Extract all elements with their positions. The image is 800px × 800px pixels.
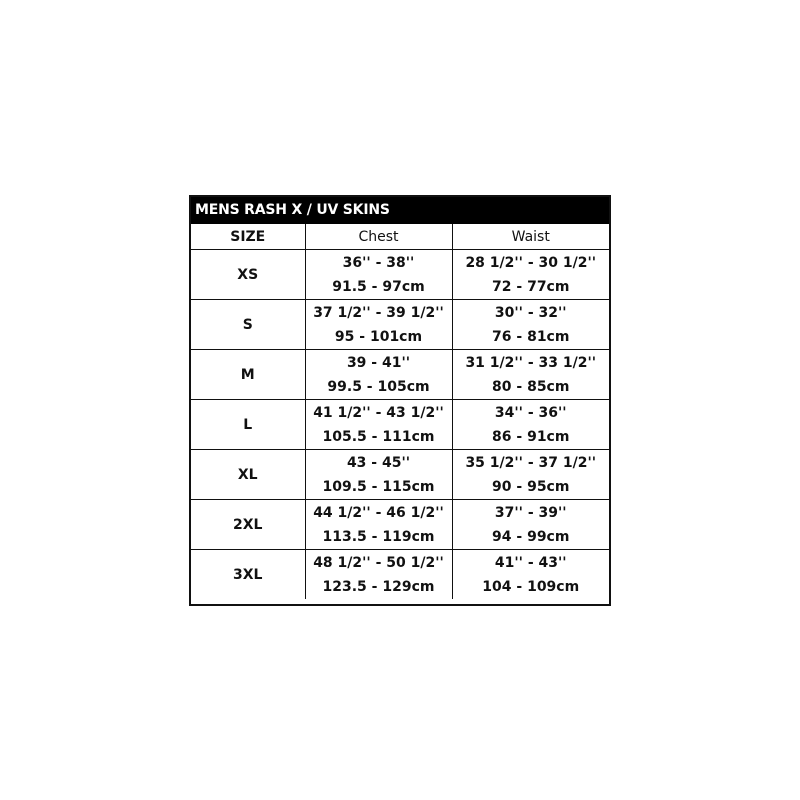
chest-cell <box>305 350 452 400</box>
chest-cell <box>305 400 452 450</box>
waist-cm: 104 - 109cm <box>482 578 580 595</box>
chest-inches: 41 1/2'' - 43 1/2'' <box>313 404 444 421</box>
size-cell: XL <box>191 450 305 500</box>
chest-inches: 36'' - 38'' <box>342 254 415 271</box>
waist-inches: 28 1/2'' - 30 1/2'' <box>465 254 597 271</box>
waist-inches: 34'' - 36'' <box>494 404 567 421</box>
waist-cell <box>452 350 609 400</box>
waist-cm: 76 - 81cm <box>492 328 570 345</box>
table-row-2xl <box>191 500 609 550</box>
chart-title: MENS RASH X / UV SKINS <box>191 197 609 224</box>
waist-cm: 86 - 91cm <box>492 428 570 445</box>
chest-cm: 91.5 - 97cm <box>332 278 425 295</box>
table-row-xl <box>191 450 609 500</box>
waist-inches: 31 1/2'' - 33 1/2'' <box>465 354 597 371</box>
header-size: SIZE <box>191 224 305 250</box>
waist-inches: 41'' - 43'' <box>494 554 567 571</box>
chest-cell <box>305 450 452 500</box>
waist-cm: 90 - 95cm <box>492 478 570 495</box>
header-waist: Waist <box>452 224 609 250</box>
waist-cm: 72 - 77cm <box>492 278 570 295</box>
chest-cm: 99.5 - 105cm <box>327 378 430 395</box>
waist-cm: 80 - 85cm <box>492 378 570 395</box>
chest-cell <box>305 300 452 350</box>
table-row-3xl <box>191 550 609 600</box>
chest-cm: 105.5 - 111cm <box>322 428 435 445</box>
chest-inches: 48 1/2'' - 50 1/2'' <box>313 554 444 571</box>
size-chart <box>189 195 611 606</box>
waist-inches: 30'' - 32'' <box>494 304 567 321</box>
chest-cm: 113.5 - 119cm <box>322 528 435 545</box>
size-cell: 3XL <box>191 550 305 600</box>
table-row-l <box>191 400 609 450</box>
chest-cell <box>305 500 452 550</box>
chest-inches: 37 1/2'' - 39 1/2'' <box>313 304 444 321</box>
waist-cell <box>452 400 609 450</box>
waist-cell <box>452 450 609 500</box>
header-chest: Chest <box>305 224 452 250</box>
size-cell: XS <box>191 250 305 300</box>
waist-cell <box>452 500 609 550</box>
size-table <box>191 224 609 599</box>
chest-cell <box>305 550 452 600</box>
chest-inches: 43 - 45'' <box>346 454 411 471</box>
waist-cell <box>452 250 609 300</box>
header-row <box>191 224 609 250</box>
chest-cm: 109.5 - 115cm <box>322 478 435 495</box>
chest-inches: 39 - 41'' <box>346 354 411 371</box>
size-cell: 2XL <box>191 500 305 550</box>
waist-cell <box>452 300 609 350</box>
waist-cell <box>452 550 609 600</box>
size-cell: L <box>191 400 305 450</box>
chest-cm: 95 - 101cm <box>334 328 423 345</box>
waist-inches: 37'' - 39'' <box>494 504 567 521</box>
chest-cell <box>305 250 452 300</box>
table-row-m <box>191 350 609 400</box>
size-cell: S <box>191 300 305 350</box>
chest-inches: 44 1/2'' - 46 1/2'' <box>313 504 444 521</box>
chest-cm: 123.5 - 129cm <box>322 578 435 595</box>
table-row-s <box>191 300 609 350</box>
waist-cm: 94 - 99cm <box>492 528 570 545</box>
table-row-xs <box>191 250 609 300</box>
waist-inches: 35 1/2'' - 37 1/2'' <box>465 454 597 471</box>
size-cell: M <box>191 350 305 400</box>
